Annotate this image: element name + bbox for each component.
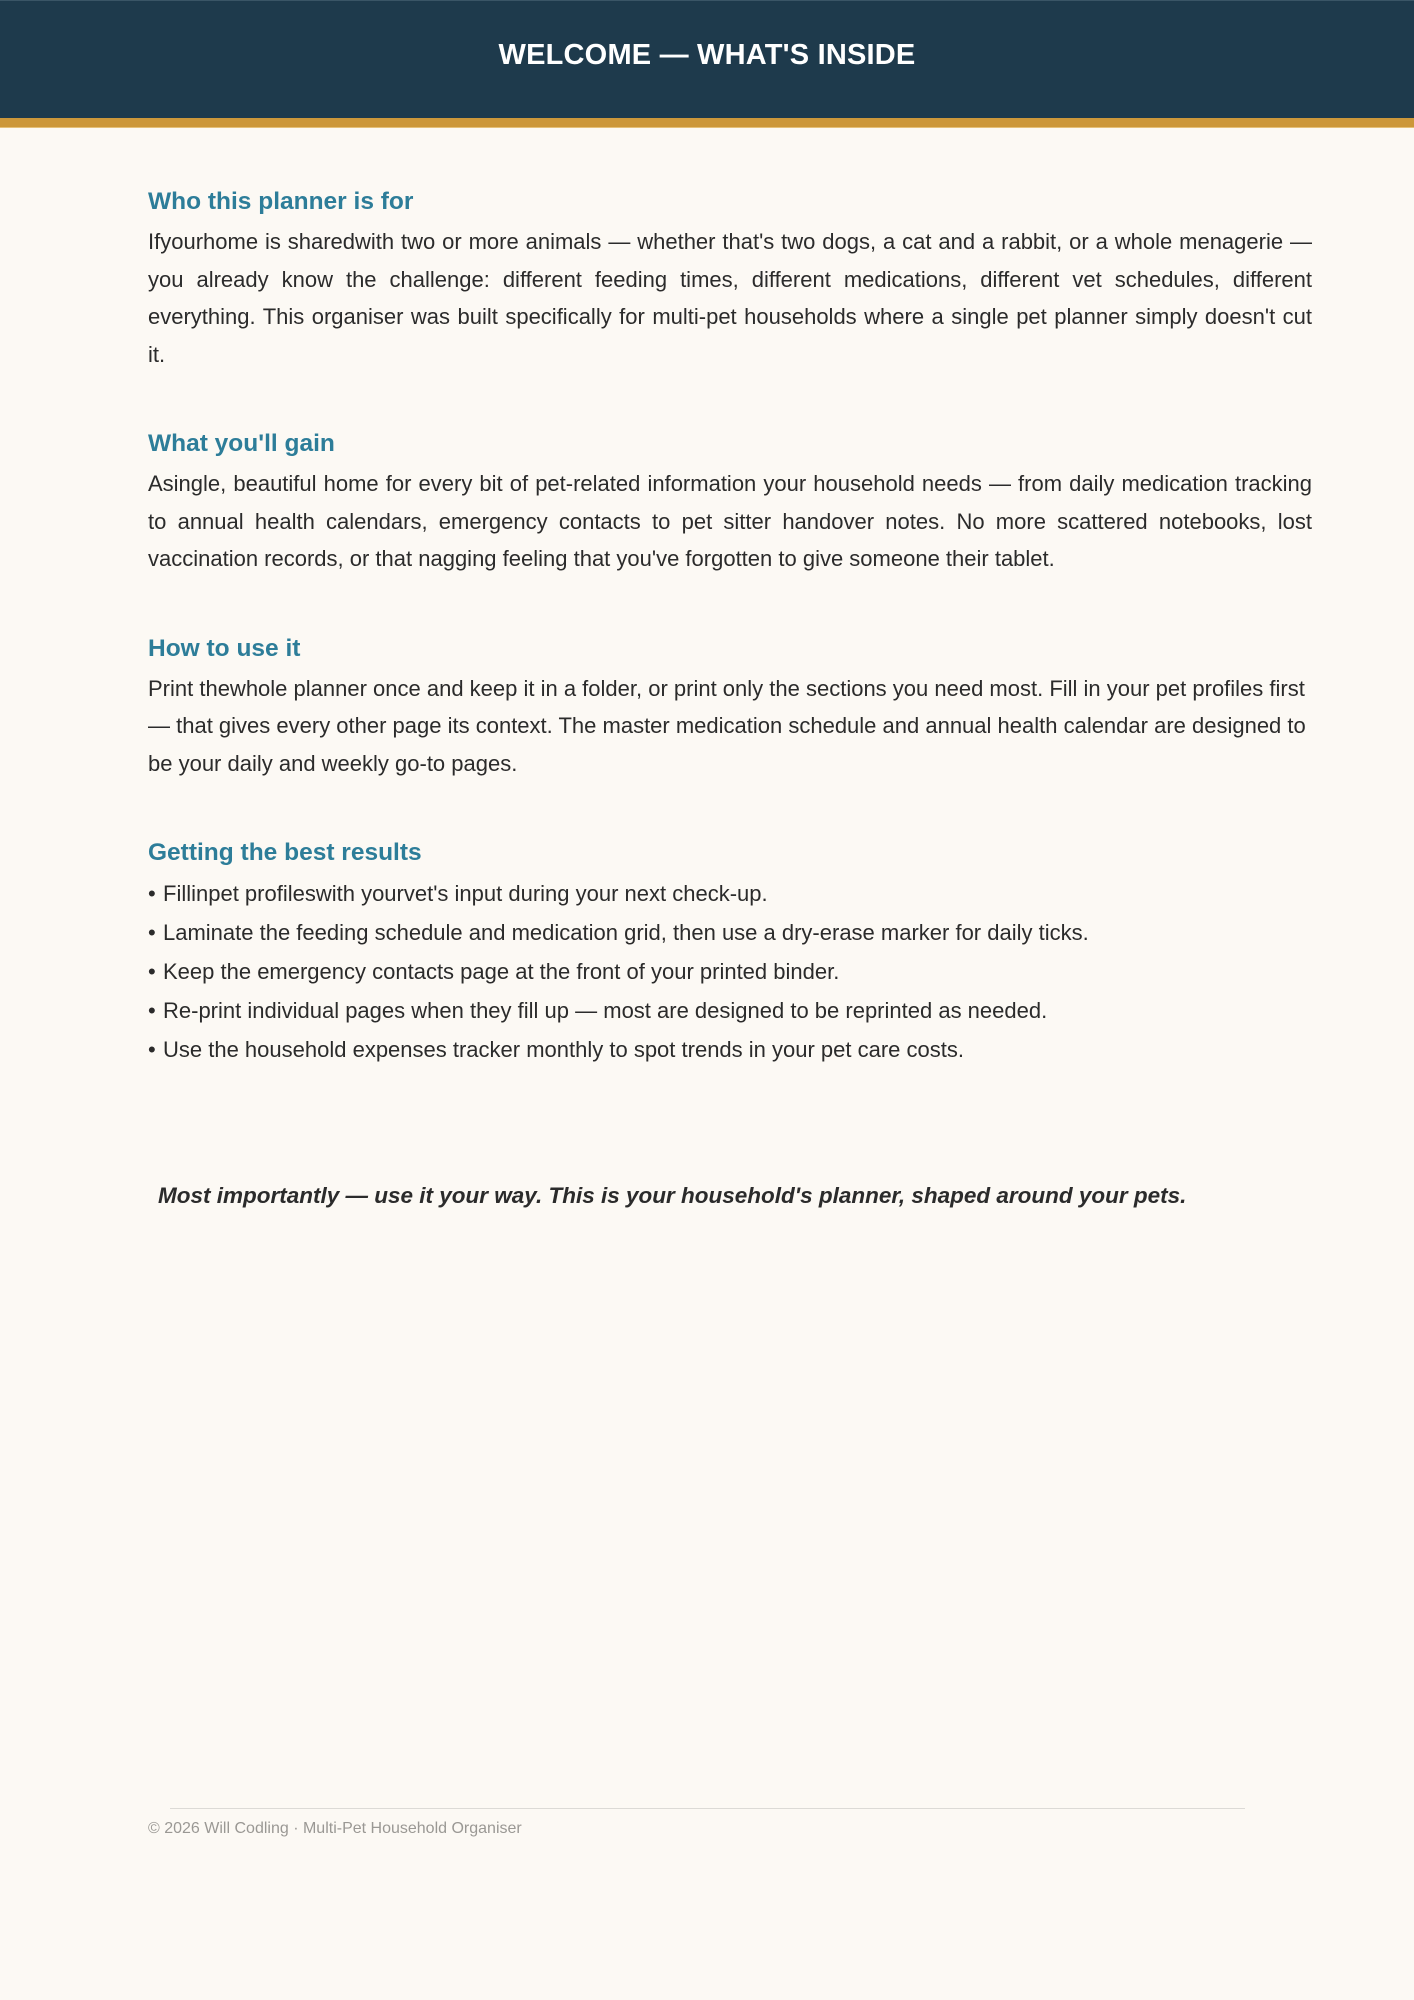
page-title: WELCOME — WHAT'S INSIDE (498, 39, 916, 71)
list-item (148, 913, 1312, 952)
section-body: Asingle, beautiful home for every bit of pet-related information your household needs — from daily medication tracking to annual health calendars, emergency contacts to pet sitter handover notes. No more scattered notebooks, lost vaccination records, or that nagging feeling that you've forgotten to give someone their tablet. (148, 471, 1312, 571)
footer-divider (170, 1808, 1245, 1809)
bullet-icon: • (148, 920, 156, 945)
header-accent-rule (0, 118, 1414, 128)
closing-statement: Most importantly — use it your way. This is your household's planner, shaped around your pets. (158, 1183, 1187, 1208)
tips-list (148, 874, 1312, 1069)
list-item-text: Keep the emergency contacts page at the front of your printed binder. (163, 959, 840, 984)
section-heading: Who this planner is for (148, 188, 414, 215)
bullet-icon: • (148, 998, 156, 1023)
list-item-text: Use the household expenses tracker monthly to spot trends in your pet care costs. (163, 1037, 964, 1062)
list-item-text: Fillinpet profileswith yourvet's input during your next check-up. (163, 881, 768, 906)
bullet-icon: • (148, 1037, 156, 1062)
bullet-icon: • (148, 881, 156, 906)
section-what-gain (148, 425, 1312, 578)
section-body: Ifyourhome is sharedwith two or more animals — whether that's two dogs, a cat and a rabbit, or a whole menagerie — you already know the challenge: different feeding times, different medications, different vet schedules, different everything. This organiser was built specifically for multi-pet households where a single pet planner simply doesn't cut it. (148, 229, 1312, 367)
list-item (148, 952, 1312, 991)
section-heading: How to use it (148, 634, 301, 662)
section-best-results (148, 834, 1312, 1069)
list-item-text: Re-print individual pages when they fill up — most are designed to be reprinted as needed. (163, 998, 1048, 1023)
list-item (148, 874, 1312, 913)
footer-copyright: © 2026 Will Codling · Multi-Pet Household Organiser (148, 1820, 522, 1837)
main-content (148, 183, 1312, 1121)
section-body: Print thewhole planner once and keep it in a folder, or print only the sections you need most. Fill in your pet profiles first — that gives every other page its context. The master medication schedule and annual health calendar are designed to be your daily and weekly go-to pages. (148, 675, 1306, 776)
section-who-for (148, 183, 1312, 373)
section-how-to-use (148, 630, 1312, 783)
page-header (0, 0, 1414, 118)
bullet-icon: • (148, 959, 156, 984)
section-heading: What you'll gain (148, 430, 335, 457)
list-item (148, 991, 1312, 1030)
list-item (148, 1030, 1312, 1069)
section-heading: Getting the best results (148, 839, 422, 866)
list-item-text: Laminate the feeding schedule and medication grid, then use a dry-erase marker for daily ticks. (163, 920, 1089, 945)
